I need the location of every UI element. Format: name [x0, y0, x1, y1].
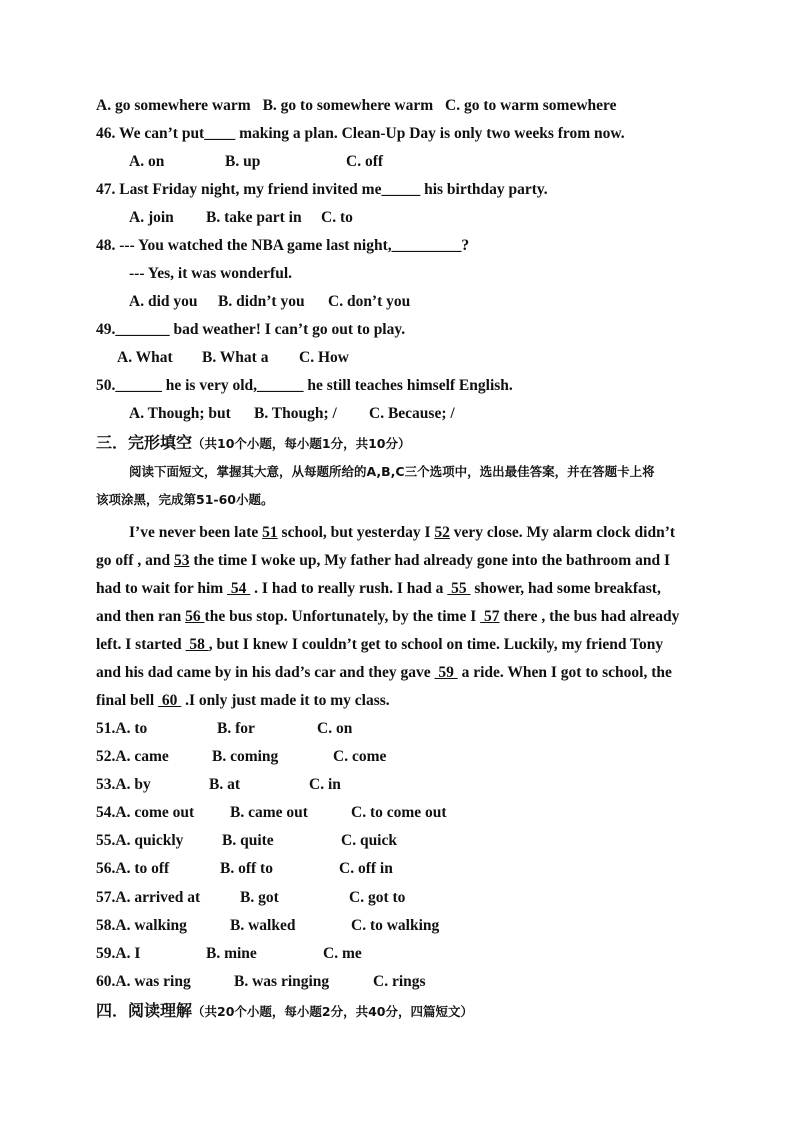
options-row-54 [96, 803, 596, 823]
blank-60: 60 [158, 692, 182, 709]
section4-note: （共20个小题，每小题2分，共40分，四篇短文） [192, 1004, 474, 1019]
q47-option-b: B. take part in [206, 209, 302, 226]
option-text: 58. [96, 917, 116, 934]
option-text: B. for [217, 720, 255, 737]
option-text: 60. [96, 973, 116, 990]
blank-58: 58 [185, 636, 209, 653]
q46-option-c: C. off [346, 153, 384, 170]
option-text: C. come [333, 748, 387, 765]
blank-51: 51 [262, 524, 278, 541]
section4-header [96, 1001, 473, 1022]
q50-option-c: C. Because; / [369, 405, 455, 422]
q46-stem: 46. We can’t put____ making a plan. Clean-Up Day is only two weeks from now. [96, 125, 625, 142]
option-text: B. coming [212, 748, 279, 765]
passage-line-6: and his dad came by in his dad’s car and they gave 59 a ride. When I got to school, the [96, 664, 672, 681]
option-text: B. got [240, 889, 279, 906]
q46-option-a: A. on [129, 153, 165, 170]
q50-option-a: A. Though; but [129, 405, 231, 422]
option-text: C. on [317, 720, 353, 737]
option-text: A. arrived at [115, 889, 201, 906]
option-text: A. quickly [115, 832, 184, 849]
option-text: C. in [309, 776, 341, 793]
option-text: B. at [209, 776, 240, 793]
passage-line-2: go off , and 53 the time I woke up, My father had already gone into the bathroom and I [96, 552, 670, 569]
option-text: 57. [96, 889, 116, 906]
options-row-59 [96, 944, 596, 964]
q49-option-a: A. What [117, 349, 173, 366]
options-row-57 [96, 888, 596, 908]
q45-option-c: C. go to warm somewhere [445, 97, 617, 114]
option-text: B. was ringing [234, 973, 330, 990]
section3-instructions-line1: 阅读下面短文，掌握其大意，从每题所给的A,B,C三个选项中，选出最佳答案，并在答题卡上将 [129, 464, 655, 479]
option-text: C. me [323, 945, 362, 962]
q48-option-a: A. did you [129, 293, 198, 310]
option-text: A. to [115, 720, 148, 737]
q45-option-a: A. go somewhere warm [96, 97, 251, 114]
q48-stem: 48. --- You watched the NBA game last night,_________? [96, 237, 470, 254]
options-row-53 [96, 775, 596, 795]
option-text: 55. [96, 832, 116, 849]
q48-option-b: B. didn’t you [218, 293, 305, 310]
option-text: 52. [96, 748, 116, 765]
q48-reply: --- Yes, it was wonderful. [129, 265, 293, 282]
q47-stem: 47. Last Friday night, my friend invited me_____ his birthday party. [96, 181, 548, 198]
option-text: 54. [96, 804, 116, 821]
option-text: A. by [115, 776, 151, 793]
q49-option-c: C. How [299, 349, 349, 366]
option-text: B. mine [206, 945, 257, 962]
q49-option-b: B. What a [202, 349, 269, 366]
section3-instructions-line2: 该项涂黑，完成第51-60小题。 [96, 492, 274, 507]
option-text: C. rings [373, 973, 426, 990]
option-text: B. came out [230, 804, 308, 821]
option-text: A. I [115, 945, 141, 962]
options-row-51 [96, 719, 596, 739]
blank-55: 55 [447, 580, 471, 597]
option-text: A. came [115, 748, 169, 765]
passage-line-7: final bell 60 .I only just made it to my class. [96, 692, 390, 709]
blank-56: 56 [185, 608, 205, 625]
options-row-58 [96, 916, 596, 936]
blank-52: 52 [434, 524, 450, 541]
option-text: A. was ring [115, 973, 191, 990]
option-text: C. to come out [351, 804, 447, 821]
option-text: 51. [96, 720, 116, 737]
option-text: C. to walking [351, 917, 440, 934]
passage-line-4: and then ran 56 the bus stop. Unfortunately, by the time I 57 there , the bus had already [96, 608, 680, 625]
passage-line-1: I’ve never been late 51 school, but yesterday I 52 very close. My alarm clock didn’t [129, 524, 676, 541]
section3-header [96, 433, 411, 454]
q45-option-b: B. go to somewhere warm [262, 97, 434, 114]
option-text: C. quick [341, 832, 397, 849]
q45-options [96, 96, 617, 116]
section3-title: 三．完形填空 [96, 433, 193, 452]
q50-stem: 50.______ he is very old,______ he still teaches himself English. [96, 377, 513, 394]
q48-option-c: C. don’t you [328, 293, 411, 310]
option-text: A. to off [115, 860, 170, 877]
q47-option-a: A. join [129, 209, 174, 226]
blank-54: 54 [227, 580, 251, 597]
option-text: 59. [96, 945, 116, 962]
options-row-52 [96, 747, 596, 767]
option-text: B. quite [222, 832, 274, 849]
q50-option-b: B. Though; / [254, 405, 337, 422]
passage-line-3: had to wait for him 54 . I had to really rush. I had a 55 shower, had some breakfast, [96, 580, 661, 597]
option-text: A. come out [115, 804, 195, 821]
option-text: B. off to [220, 860, 273, 877]
passage-line-5: left. I started 58 , but I knew I couldn’t get to school on time. Luckily, my friend Tony [96, 636, 664, 653]
option-text: C. got to [349, 889, 406, 906]
option-text: C. off in [339, 860, 393, 877]
options-row-60 [96, 972, 596, 992]
option-text: 53. [96, 776, 116, 793]
blank-53: 53 [173, 552, 190, 569]
option-text: 56. [96, 860, 116, 877]
options-row-56 [96, 859, 596, 879]
q46-option-b: B. up [225, 153, 261, 170]
section3-note: （共10个小题，每小题1分，共10分） [192, 436, 411, 451]
q49-stem: 49._______ bad weather! I can’t go out to play. [96, 321, 406, 338]
blank-57: 57 [480, 608, 500, 625]
q47-option-c: C. to [321, 209, 353, 226]
option-text: B. walked [230, 917, 296, 934]
blank-59: 59 [434, 664, 458, 681]
options-row-55 [96, 831, 596, 851]
option-text: A. walking [115, 917, 187, 934]
section4-title: 四．阅读理解 [96, 1001, 193, 1020]
